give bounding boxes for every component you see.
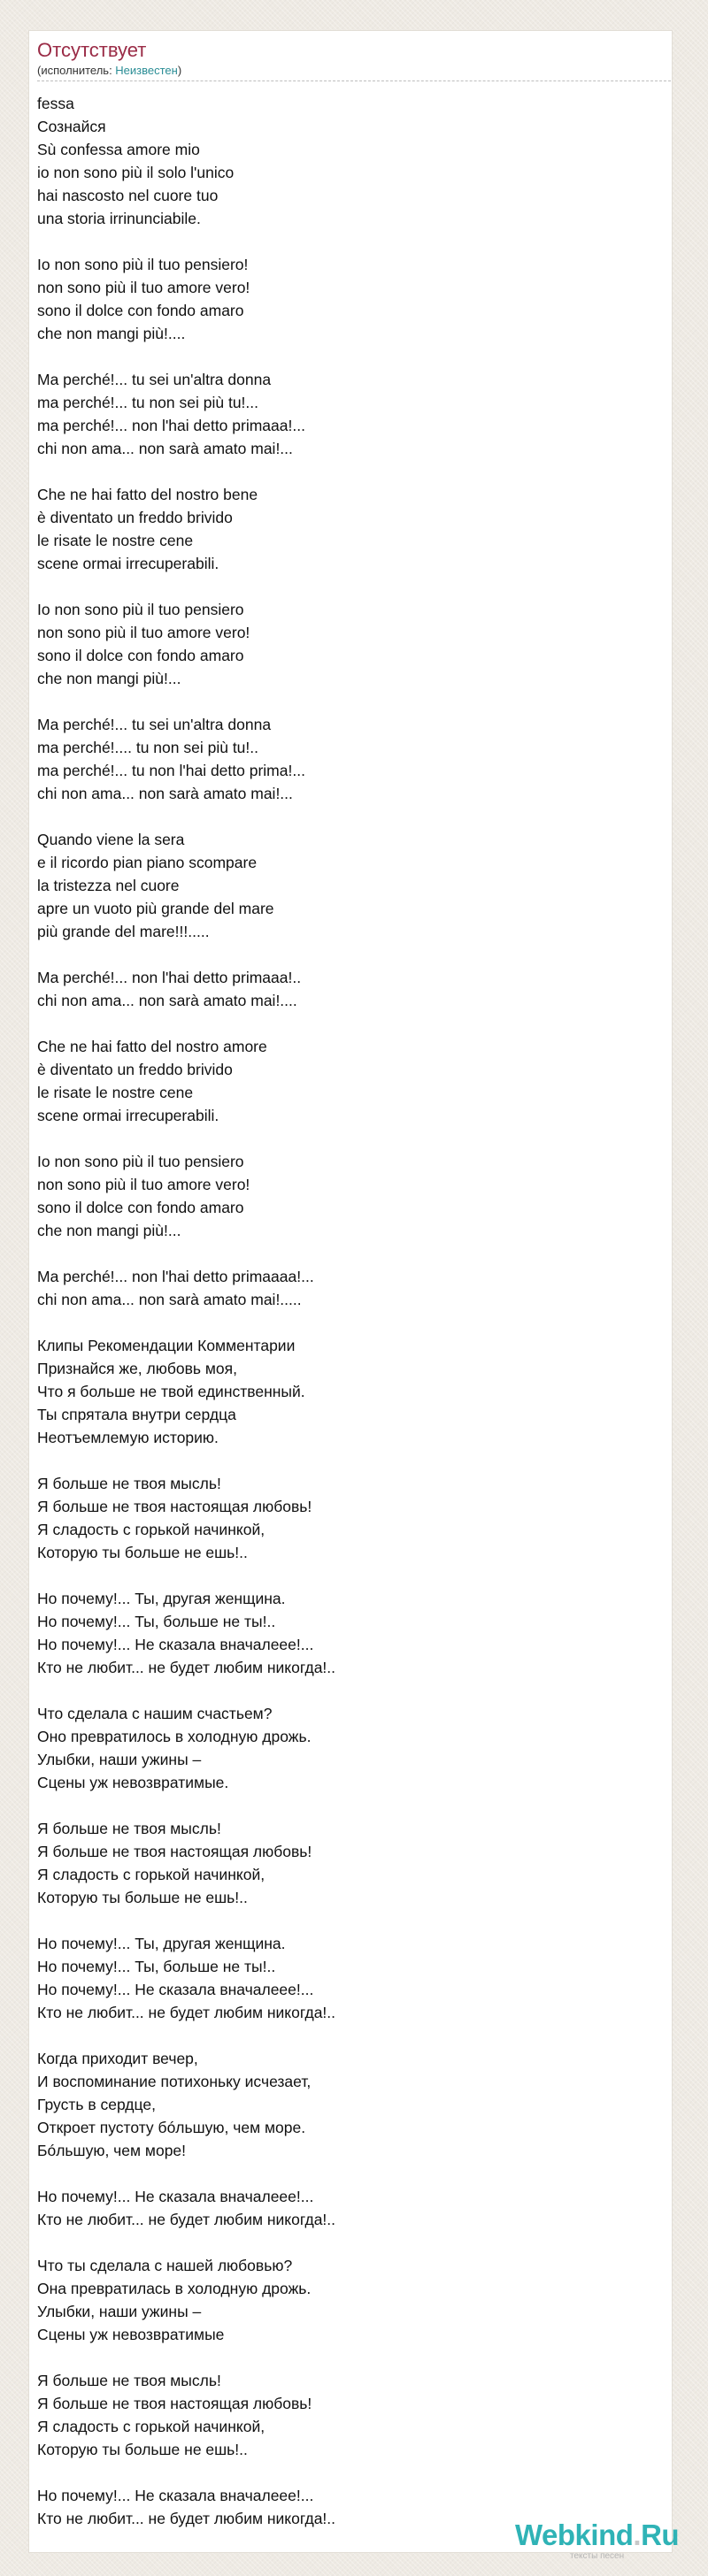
lyrics-blank-line (37, 690, 657, 713)
logo-tagline: тексты песен (570, 2551, 625, 2561)
lyrics-line: Кто не любит... не будет любим никогда!.. (37, 2211, 336, 2228)
lyrics-line: Которую ты больше не ешь!.. (37, 1544, 248, 1561)
lyrics-blank-line (37, 345, 657, 368)
lyrics-line: Ma perché!... tu sei un'altra donna (37, 371, 272, 388)
lyrics-blank-line (37, 805, 657, 828)
lyrics-line: chi non ama... non sarà amato mai!..... (37, 1291, 302, 1308)
lyrics-blank-line (37, 2346, 657, 2369)
lyrics-line: non sono più il tuo amore vero! (37, 1176, 250, 1193)
lyrics-line: chi non ama... non sarà amato mai!.... (37, 992, 297, 1009)
lyrics-line: la tristezza nel cuore (37, 877, 180, 894)
lyrics-line: Что я больше не твой единственный. (37, 1383, 305, 1400)
lyrics-line: sono il dolce con fondo amaro (37, 1199, 244, 1216)
lyrics-line: che non mangi più!... (37, 1222, 181, 1239)
lyrics-line: Признайся же, любовь моя, (37, 1360, 238, 1377)
lyrics-line: scene ormai irrecuperabili. (37, 555, 219, 572)
lyrics-line: più grande del mare!!!..... (37, 923, 210, 940)
lyrics-line: Сцены уж невозвратимые. (37, 1774, 229, 1791)
lyrics-blank-line (37, 1311, 657, 1334)
lyrics-blank-line (37, 2024, 657, 2047)
lyrics-line: Откроет пустоту бóльшую, чем море. (37, 2119, 306, 2136)
lyrics-blank-line (37, 2231, 657, 2254)
lyrics-blank-line (37, 1564, 657, 1587)
lyrics-line: Я сладость с горькой начинкой, (37, 1866, 266, 1883)
lyrics-line: Бóльшую, чем море! (37, 2142, 187, 2159)
lyrics-line: Когда приходит вечер, (37, 2050, 198, 2067)
artist-link[interactable]: Неизвестен (115, 64, 178, 77)
lyrics-blank-line (37, 943, 657, 966)
lyrics-blank-line (37, 460, 657, 483)
lyrics-line: chi non ama... non sarà amato mai!... (37, 785, 293, 802)
logo-dot: . (633, 2518, 642, 2551)
lyrics-blank-line (37, 1242, 657, 1265)
lyrics-line: non sono più il tuo amore vero! (37, 279, 250, 296)
lyrics-blank-line (37, 2461, 657, 2484)
artist-suffix: ) (177, 64, 182, 77)
lyrics-line: Я сладость с горькой начинкой, (37, 1521, 266, 1538)
lyrics-line: Ты спрятала внутри сердца (37, 1406, 236, 1423)
artist-prefix: (исполнитель: (37, 64, 116, 77)
lyrics-line: ma perché!... tu non sei più tu!... (37, 394, 258, 411)
lyrics-line: И воспоминание потихоньку исчезает, (37, 2073, 312, 2090)
webkind-logo[interactable] (515, 2518, 692, 2567)
lyrics-line: Оно превратилось в холодную дрожь. (37, 1728, 312, 1745)
lyrics-line: hai nascosto nel cuore tuo (37, 187, 219, 204)
lyrics-line: che non mangi più!... (37, 670, 181, 687)
lyrics-line: Она превратилась в холодную дрожь. (37, 2280, 312, 2297)
lyrics-line: Неотъемлемую историю. (37, 1429, 219, 1446)
lyrics-line: non sono più il tuo amore vero! (37, 624, 250, 641)
lyrics-line: Я больше не твоя настоящая любовь! (37, 1843, 312, 1860)
lyrics-line: Но почему!... Ты, другая женщина. (37, 1935, 286, 1952)
divider (37, 80, 671, 81)
lyrics-line: Которую ты больше не ешь!.. (37, 2441, 248, 2458)
lyrics-blank-line (37, 2162, 657, 2185)
lyrics-line: Che ne hai fatto del nostro bene (37, 486, 258, 503)
lyrics-blank-line (37, 1794, 657, 1817)
lyrics-line: Но почему!... Не сказала вначалеее!... (37, 1981, 314, 1998)
lyrics-text (37, 92, 657, 2530)
lyrics-line: Io non sono più il tuo pensiero (37, 1153, 244, 1170)
lyrics-line: Что ты сделала с нашей любовью? (37, 2257, 293, 2274)
lyrics-line: Che ne hai fatto del nostro amore (37, 1038, 267, 1055)
lyrics-line: Но почему!... Не сказала вначалеее!... (37, 2188, 314, 2205)
lyrics-line: Кто не любит... не будет любим никогда!.. (37, 1659, 336, 1676)
lyrics-blank-line (37, 575, 657, 598)
lyrics-line: Ma perché!... non l'hai detto primaaaa!... (37, 1268, 314, 1285)
lyrics-line: Но почему!... Ты, больше не ты!.. (37, 1613, 276, 1630)
lyrics-line: Грусть в сердце, (37, 2096, 156, 2113)
lyrics-line: ma perché!... non l'hai detto primaaa!... (37, 417, 305, 434)
logo-tld: Ru (641, 2518, 680, 2551)
lyrics-blank-line (37, 230, 657, 253)
lyrics-line: Что сделала с нашим счастьем? (37, 1705, 273, 1722)
lyrics-line: scene ormai irrecuperabili. (37, 1107, 219, 1124)
lyrics-line: ma perché!.... tu non sei più tu!.. (37, 739, 258, 756)
lyrics-line: è diventato un freddo brivido (37, 509, 233, 526)
lyrics-line: Но почему!... Ты, больше не ты!.. (37, 1958, 276, 1975)
logo-wordmark (515, 2518, 679, 2553)
lyrics-line: Io non sono più il tuo pensiero (37, 601, 244, 618)
song-title: Отсутствует (37, 39, 147, 61)
lyrics-line: Улыбки, наши ужины – (37, 2303, 202, 2320)
lyrics-line: Sù confessa amore mio (37, 141, 200, 158)
lyrics-line: sono il dolce con fondo amaro (37, 647, 244, 664)
lyrics-line: Я больше не твоя мысль! (37, 1820, 221, 1837)
lyrics-line: io non sono più il solo l'unico (37, 164, 235, 181)
lyrics-line: Я больше не твоя мысль! (37, 2372, 221, 2389)
lyrics-line: che non mangi più!.... (37, 325, 186, 342)
lyrics-line: Но почему!... Не сказала вначалеее!... (37, 1636, 314, 1653)
lyrics-line: è diventato un freddo brivido (37, 1061, 233, 1078)
lyrics-line: Улыбки, наши ужины – (37, 1751, 202, 1768)
lyrics-line: Я сладость с горькой начинкой, (37, 2418, 266, 2435)
lyrics-line: Кто не любит... не будет любим никогда!.. (37, 2510, 336, 2527)
lyrics-blank-line (37, 1909, 657, 1932)
lyrics-line: Которую ты больше не ешь!.. (37, 1889, 248, 1906)
lyrics-line: Ma perché!... tu sei un'altra donna (37, 716, 272, 733)
lyrics-line: fessa (37, 95, 74, 112)
lyrics-line: Quando viene la sera (37, 831, 185, 848)
artist-line (37, 64, 181, 78)
lyrics-line: Сознайся (37, 118, 106, 135)
lyrics-line: Я больше не твоя мысль! (37, 1475, 221, 1492)
logo-name: Webkind (515, 2518, 634, 2551)
lyrics-line: Сцены уж невозвратимые (37, 2326, 225, 2343)
lyrics-blank-line (37, 1449, 657, 1472)
lyrics-line: Ma perché!... non l'hai detto primaaa!.. (37, 969, 302, 986)
lyrics-line: ma perché!... tu non l'hai detto prima!... (37, 762, 305, 779)
lyrics-line: chi non ama... non sarà amato mai!... (37, 440, 293, 457)
lyrics-line: e il ricordo pian piano scompare (37, 854, 258, 871)
lyrics-blank-line (37, 1679, 657, 1702)
lyrics-line: Я больше не твоя настоящая любовь! (37, 1498, 312, 1515)
lyrics-line: una storia irrinunciabile. (37, 210, 201, 227)
lyrics-line: Кто не любит... не будет любим никогда!.. (37, 2004, 336, 2021)
lyrics-line: Но почему!... Ты, другая женщина. (37, 1590, 286, 1607)
lyrics-blank-line (37, 1127, 657, 1150)
lyrics-line: Клипы Рекомендации Комментарии (37, 1337, 296, 1354)
lyrics-line: Я больше не твоя настоящая любовь! (37, 2395, 312, 2412)
lyrics-line: le risate le nostre cene (37, 1084, 194, 1101)
lyrics-line: apre un vuoto più grande del mare (37, 900, 274, 917)
lyrics-blank-line (37, 1012, 657, 1035)
lyrics-line: sono il dolce con fondo amaro (37, 302, 244, 319)
lyrics-line: Но почему!... Не сказала вначалеее!... (37, 2487, 314, 2504)
lyrics-line: Io non sono più il tuo pensiero! (37, 256, 249, 273)
lyrics-line: le risate le nostre cene (37, 532, 194, 549)
